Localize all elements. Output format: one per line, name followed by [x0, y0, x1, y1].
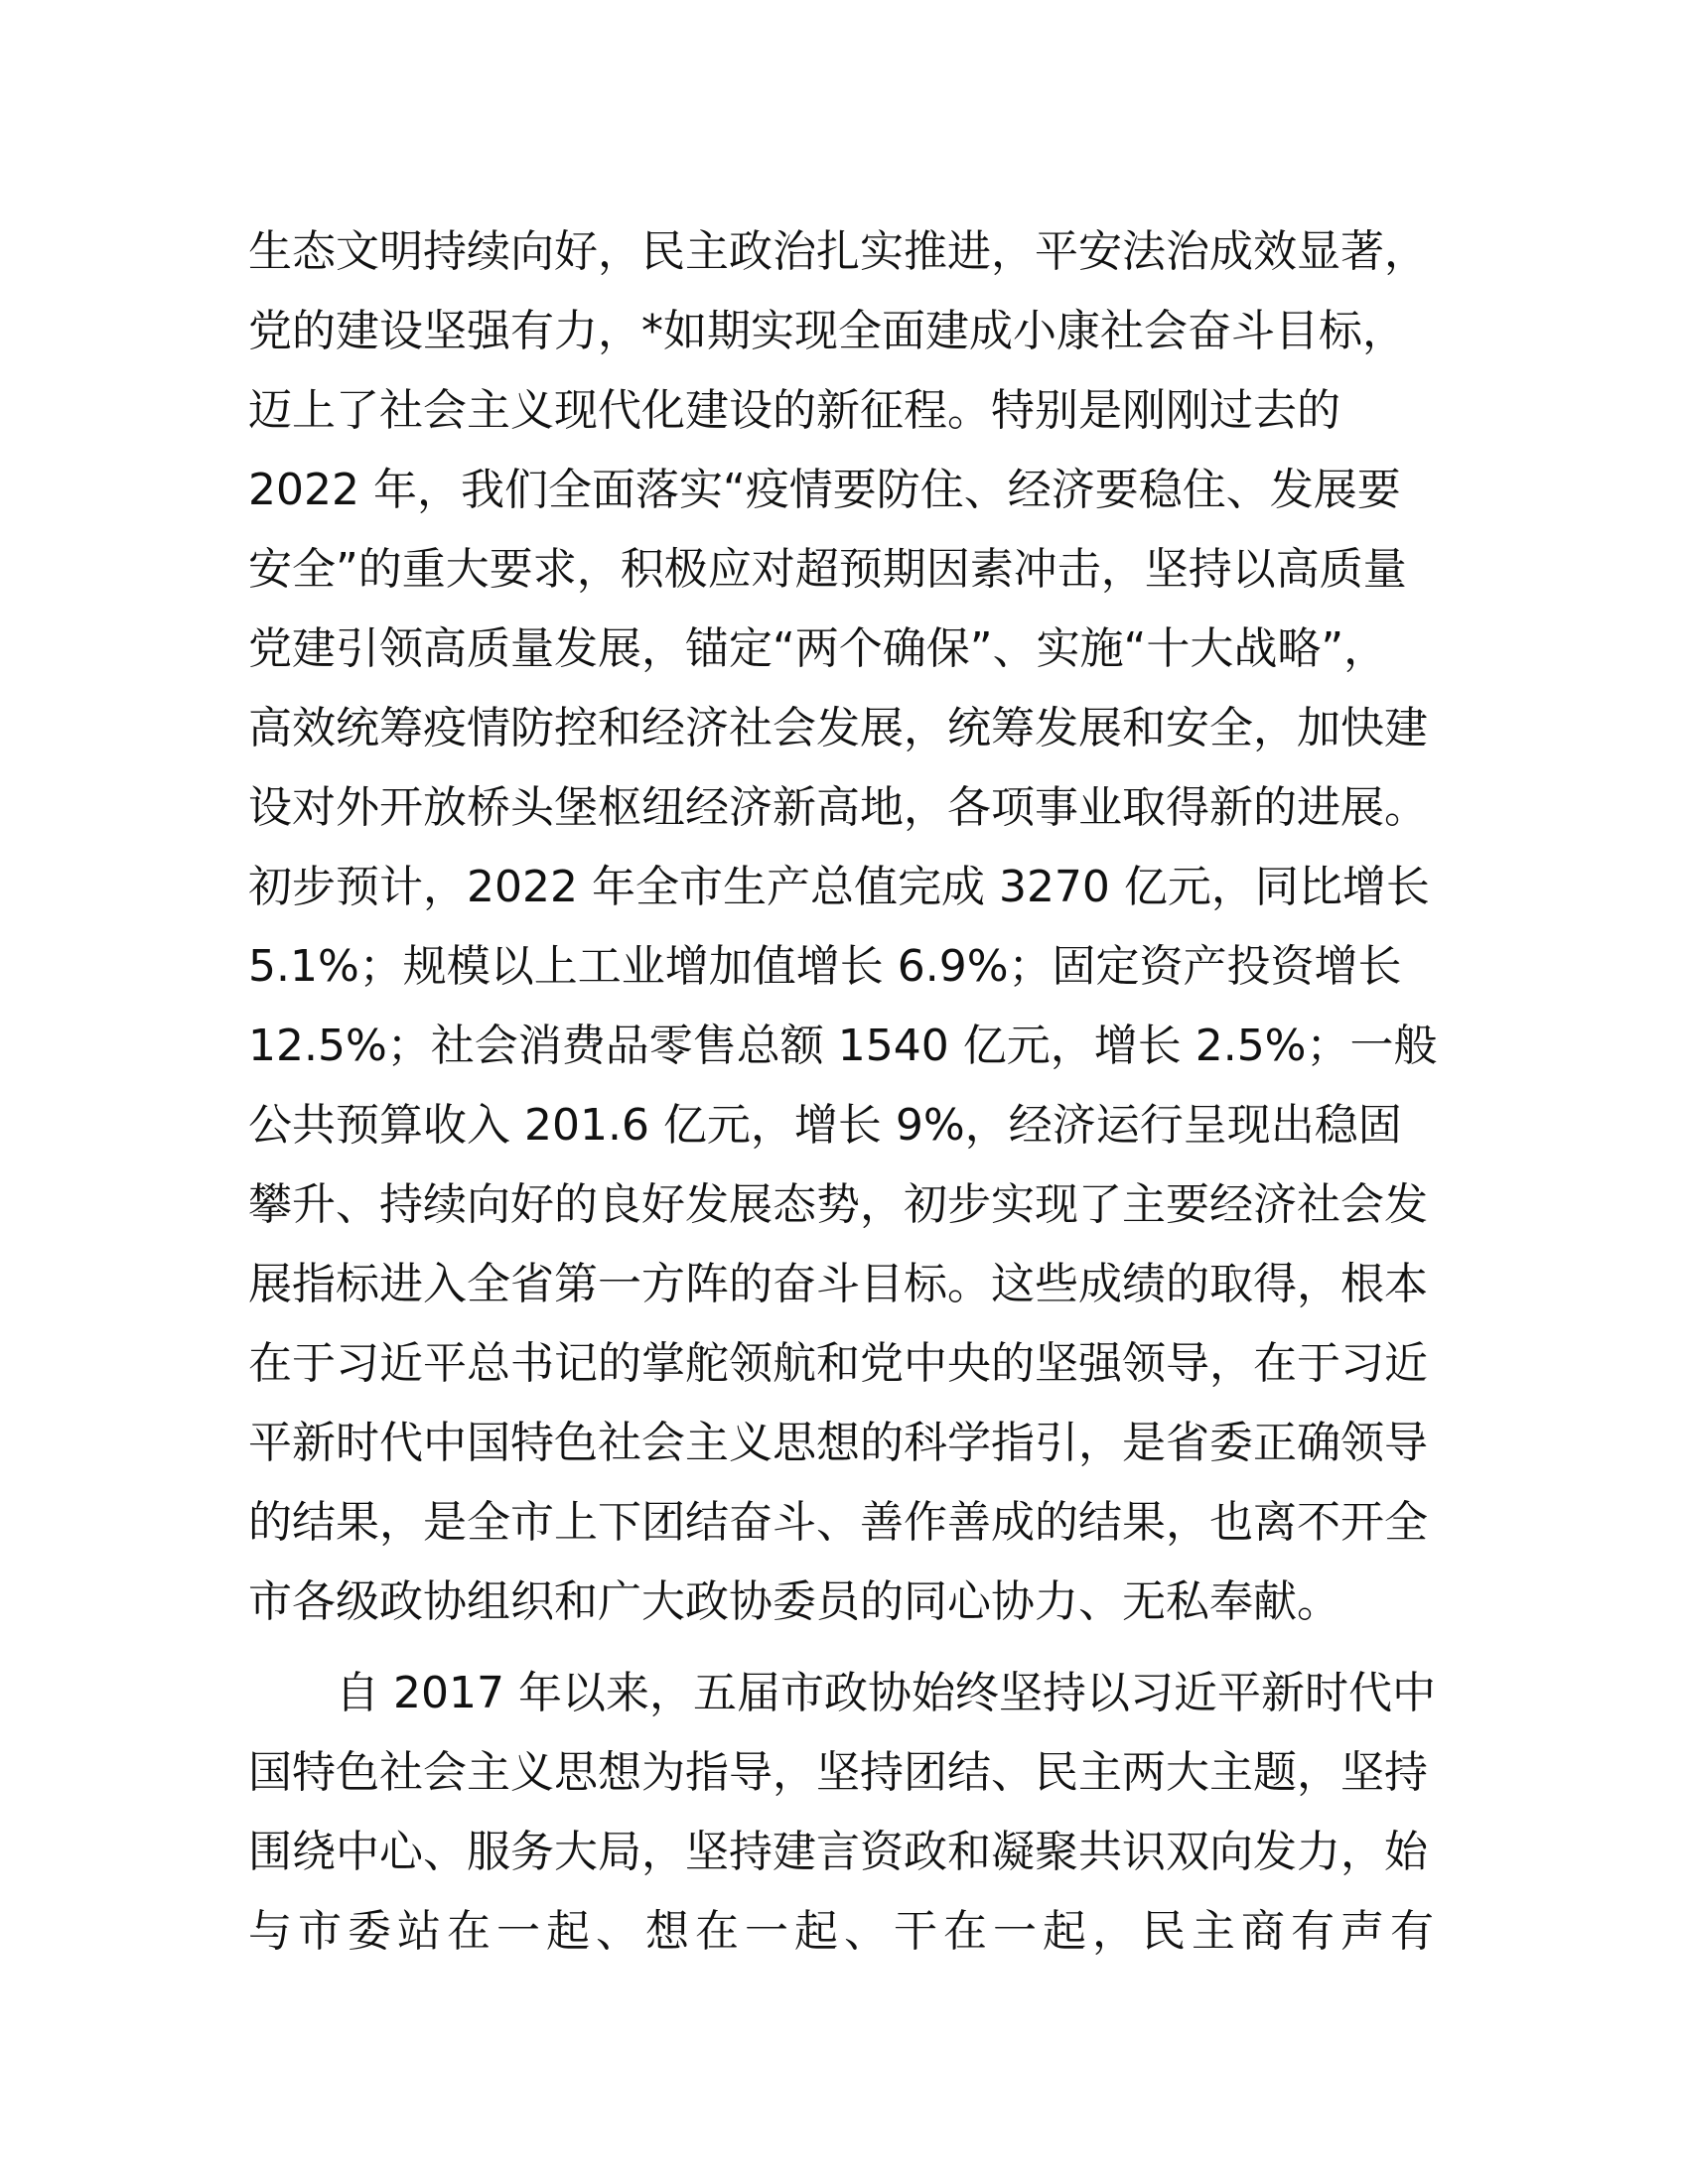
text-line: 高效统筹疫情防控和经济社会发展，统筹发展和安全，加快建: [248, 703, 1428, 753]
text-line: 平新时代中国特色社会主义思想的科学指引，是省委正确领导: [248, 1418, 1428, 1468]
text-line: 与市委站在一起、想在一起、干在一起，民主商有声有: [248, 1906, 1440, 1957]
text-line: 党建引领高质量发展，锚定“两个确保”、实施“十大战略”，: [248, 623, 1388, 674]
paragraph-2: [248, 1654, 1440, 1972]
text-line: 12.5%；社会消费品零售总额 1540 亿元，增长 2.5%；一般: [248, 1021, 1438, 1071]
text-line: 攀升、持续向好的良好发展态势，初步实现了主要经济社会发: [248, 1179, 1428, 1230]
text-line: 党的建设坚强有力，*如期实现全面建成小康社会奋斗目标，: [248, 306, 1406, 356]
text-line: 初步预计，2022 年全市生产总值完成 3270 亿元，同比增长: [248, 862, 1430, 912]
text-line: 安全”的重大要求，积极应对超预期因素冲击，坚持以高质量: [248, 544, 1407, 595]
text-line: 展指标进入全省第一方阵的奋斗目标。这些成绩的取得，根本: [248, 1259, 1428, 1309]
text-line: 设对外开放桥头堡枢纽经济新高地，各项事业取得新的进展。: [248, 782, 1428, 833]
text-line: 生态文明持续向好，民主政治扎实推进，平安法治成效显著，: [248, 226, 1428, 277]
text-line: 围绕中心、服务大局，坚持建言资政和凝聚共识双向发力，始: [248, 1827, 1428, 1877]
paragraph-spacer: [248, 1642, 1440, 1654]
document-body: [248, 212, 1440, 1972]
text-line: 在于习近平总书记的掌舵领航和党中央的坚强领导，在于习近: [248, 1338, 1428, 1389]
text-line: 市各级政协组织和广大政协委员的同心协力、无私奉献。: [248, 1576, 1340, 1627]
text-line: 5.1%；规模以上工业增加值增长 6.9%；固定资产投资增长: [248, 941, 1402, 992]
paragraph-1: [248, 212, 1440, 1642]
text-line: 迈上了社会主义现代化建设的新征程。特别是刚刚过去的: [248, 385, 1340, 436]
text-line: 公共预算收入 201.6 亿元，增长 9%，经济运行呈现出稳固: [248, 1100, 1402, 1151]
text-line: 自 2017 年以来，五届市政协始终坚持以习近平新时代中: [336, 1668, 1436, 1718]
text-line: 国特色社会主义思想为指导，坚持团结、民主两大主题，坚持: [248, 1747, 1428, 1798]
text-line: 2022 年，我们全面落实“疫情要防住、经济要稳住、发展要: [248, 465, 1401, 515]
text-line: 的结果，是全市上下团结奋斗、善作善成的结果，也离不开全: [248, 1497, 1428, 1548]
